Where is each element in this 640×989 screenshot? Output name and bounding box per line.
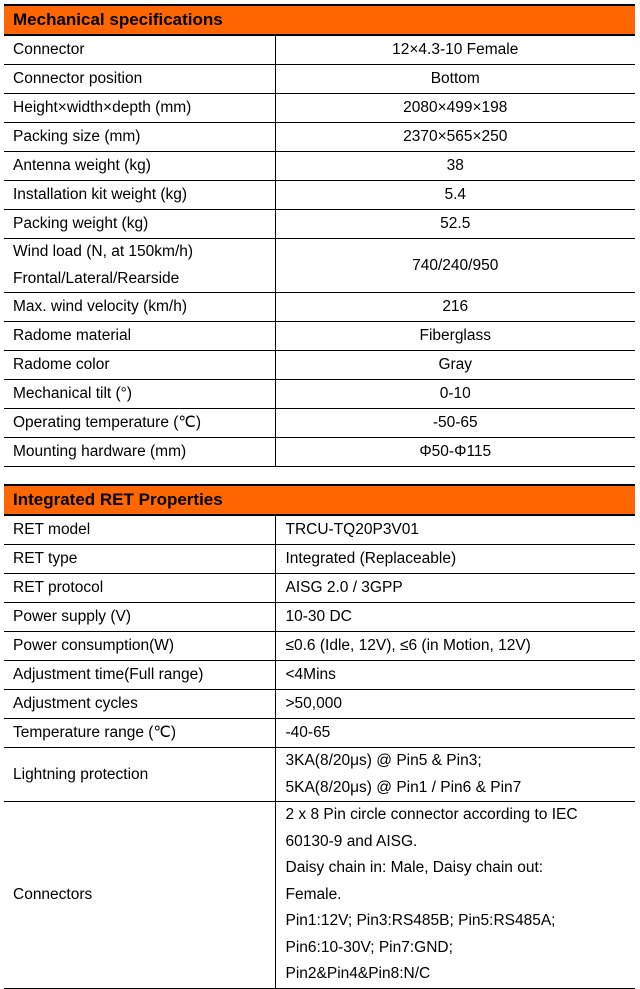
- spec-value-line: 3KA(8/20μs) @ Pin5 & Pin3;: [285, 752, 482, 769]
- spec-label: RET type: [4, 545, 275, 574]
- spec-label: Connectors: [4, 802, 275, 989]
- table-row: [4, 719, 635, 748]
- table-row: [4, 293, 635, 322]
- table-row: [4, 123, 635, 152]
- spec-label: RET protocol: [4, 574, 275, 603]
- spec-value-line: 60130-9 and AISG.: [285, 832, 418, 850]
- spec-label: Max. wind velocity (km/h): [4, 293, 275, 322]
- table-row: [4, 545, 635, 574]
- spec-value-line: Pin2&Pin4&Pin8:N/C: [285, 965, 431, 982]
- spec-value: 38: [275, 152, 635, 181]
- spec-label: Connector: [4, 35, 275, 65]
- spec-value: 2370×565×250: [275, 123, 635, 152]
- spec-label: Mechanical tilt (°): [4, 380, 275, 409]
- spec-value-line: Pin6:10-30V; Pin7:GND;: [285, 938, 453, 956]
- spec-label: Radome color: [4, 351, 275, 380]
- table-row: [4, 351, 635, 380]
- section-header-mechanical: Mechanical specifications: [4, 5, 635, 35]
- table-row: [4, 748, 635, 802]
- table-row: [4, 574, 635, 603]
- spec-value: -40-65: [275, 719, 635, 748]
- spec-label: Operating temperature (℃): [4, 409, 275, 438]
- table-row: [4, 322, 635, 351]
- spec-value: [275, 802, 635, 989]
- spec-label: [4, 239, 275, 293]
- table-row: [4, 380, 635, 409]
- mechanical-specifications-table: [4, 4, 635, 467]
- spec-label-line: Frontal/Lateral/Rearside: [13, 269, 180, 287]
- spec-value: [275, 748, 635, 802]
- spec-value: 0-10: [275, 380, 635, 409]
- spec-value: AISG 2.0 / 3GPP: [275, 574, 635, 603]
- spec-value: Φ50-Φ115: [275, 438, 635, 467]
- table-row: [4, 181, 635, 210]
- table-row: [4, 210, 635, 239]
- spec-label: Height×width×depth (mm): [4, 94, 275, 123]
- section-header-ret: Integrated RET Properties: [4, 485, 635, 515]
- spec-value: Integrated (Replaceable): [275, 545, 635, 574]
- spec-value: 2080×499×198: [275, 94, 635, 123]
- spec-label: Power consumption(W): [4, 632, 275, 661]
- table-row: [4, 802, 635, 989]
- spec-value: 216: [275, 293, 635, 322]
- table-row: [4, 661, 635, 690]
- spec-value: ≤0.6 (Idle, 12V), ≤6 (in Motion, 12V): [275, 632, 635, 661]
- spec-value-line: 5KA(8/20μs) @ Pin1 / Pin6 & Pin7: [285, 778, 522, 796]
- spec-value: 12×4.3-10 Female: [275, 35, 635, 65]
- table-row: [4, 632, 635, 661]
- table-row: [4, 152, 635, 181]
- spec-label: Mounting hardware (mm): [4, 438, 275, 467]
- spec-value: 5.4: [275, 181, 635, 210]
- spec-label: Adjustment cycles: [4, 690, 275, 719]
- spec-label: RET model: [4, 515, 275, 545]
- spec-label: Installation kit weight (kg): [4, 181, 275, 210]
- spec-value-line: Female.: [285, 885, 342, 903]
- table-row: [4, 35, 635, 65]
- spec-label: Adjustment time(Full range): [4, 661, 275, 690]
- spec-value: >50,000: [275, 690, 635, 719]
- spec-value: TRCU-TQ20P3V01: [275, 515, 635, 545]
- table-row: [4, 515, 635, 545]
- spec-label: Packing weight (kg): [4, 210, 275, 239]
- integrated-ret-properties-table: [4, 484, 635, 989]
- spec-value: 10-30 DC: [275, 603, 635, 632]
- table-row: [4, 690, 635, 719]
- spec-value: Fiberglass: [275, 322, 635, 351]
- table-row: [4, 603, 635, 632]
- spec-value: 740/240/950: [275, 239, 635, 293]
- spec-value-line: Daisy chain in: Male, Daisy chain out:: [285, 859, 544, 876]
- spec-label-line: Wind load (N, at 150km/h): [13, 243, 194, 260]
- table-row: [4, 65, 635, 94]
- spec-value: 52.5: [275, 210, 635, 239]
- spec-label: Lightning protection: [4, 748, 275, 802]
- table-row: [4, 409, 635, 438]
- table-row: [4, 438, 635, 467]
- spec-label: Packing size (mm): [4, 123, 275, 152]
- spec-label: Temperature range (℃): [4, 719, 275, 748]
- spec-label: Radome material: [4, 322, 275, 351]
- table-row: [4, 239, 635, 293]
- spec-label: Power supply (V): [4, 603, 275, 632]
- spec-value: Gray: [275, 351, 635, 380]
- table-row: [4, 94, 635, 123]
- spec-label: Connector position: [4, 65, 275, 94]
- spec-value: Bottom: [275, 65, 635, 94]
- spec-value: <4Mins: [275, 661, 635, 690]
- spec-value-line: Pin1:12V; Pin3:RS485B; Pin5:RS485A;: [285, 912, 556, 929]
- spec-value-line: 2 x 8 Pin circle connector according to IEC: [285, 806, 578, 823]
- spec-label: Antenna weight (kg): [4, 152, 275, 181]
- spec-value: -50-65: [275, 409, 635, 438]
